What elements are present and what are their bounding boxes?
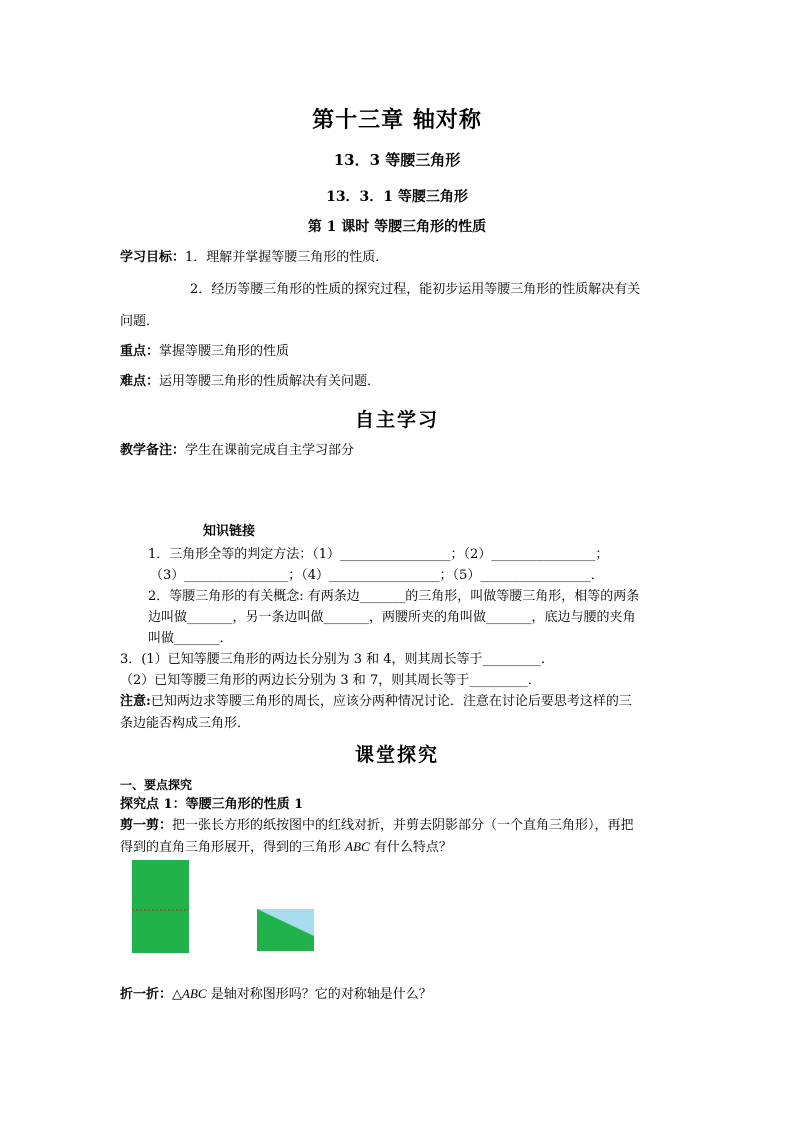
q2-line3: 叫做_______． <box>148 631 233 646</box>
fold-triangle-name: ABC <box>182 986 207 1001</box>
fold-line <box>120 985 432 1004</box>
objective-2: 2．经历等腰三角形的性质的探究过程，能初步运用等腰三角形的性质解决有关 <box>190 282 641 297</box>
paper-cut-figure <box>128 858 328 958</box>
note-text: 已知两边求等腰三角形的周长，应该分两种情况讨论．注意在讨论后要思考这样的三 <box>150 694 632 709</box>
class-explore-title: 课堂探究 <box>354 744 439 766</box>
part1-heading: 一、要点探究 <box>120 778 193 792</box>
lesson-title: 第 1 课时 等腰三角形的性质 <box>307 219 487 235</box>
note-label: 注意: <box>120 694 151 709</box>
subsection-title: 13．3．1 等腰三角形 <box>326 189 468 205</box>
cut-line2 <box>120 838 452 857</box>
green-rectangle <box>132 860 189 953</box>
self-study-title: 自主学习 <box>354 409 439 431</box>
q2-line1: 2．等腰三角形的有关概念: 有两条边_______的三角形，叫做等腰三角形，相等的两条 <box>148 589 640 604</box>
key-point <box>120 343 289 361</box>
triangle-name: ABC <box>345 839 370 854</box>
fold-text: 是轴对称图形吗？它的对称轴是什么？ <box>206 987 432 1002</box>
objectives-label: 学习目标： <box>120 250 186 265</box>
teaching-note <box>120 442 354 460</box>
cut-text: 把一张长方形的纸按图中的红线对折，并剪去阴影部分（一个直角三角形），再把 <box>172 818 634 833</box>
q3-line1: 3．(1）已知等腰三角形的两边长分别为 3 和 4，则其周长等于_________． <box>120 652 555 667</box>
teaching-note-text: 学生在课前完成自主学习部分 <box>185 443 355 458</box>
key-text: 掌握等腰三角形的性质 <box>159 344 290 359</box>
q1-line2: （3）________________；（4）_________________；（5）_________________． <box>150 568 604 583</box>
fold-triangle-symbol: △ <box>172 987 183 1002</box>
q2-line2: 边叫做_______，另一条边叫做_______，两腰所夹的角叫做_______，底边与腰的夹角 <box>148 610 636 625</box>
cut-line2-a: 得到的直角三角形展开，得到的三角形 <box>120 840 346 855</box>
q3-line2: （2）已知等腰三角形的两边长分别为 3 和 7，则其周长等于_________． <box>120 673 541 688</box>
difficulty <box>120 373 380 391</box>
teaching-note-label: 教学备注： <box>120 443 186 458</box>
cut-line1 <box>120 817 634 835</box>
cut-line2-b: 有什么特点？ <box>369 840 452 855</box>
section-title: 13．3 等腰三角形 <box>333 151 461 169</box>
key-label: 重点： <box>120 344 160 359</box>
note-line2: 条边能否构成三角形． <box>120 716 251 731</box>
objectives-line1 <box>120 249 388 267</box>
q1-line1: 1．三角形全等的判定方法：（1）_________________；（2）________________； <box>148 547 609 562</box>
fold-label: 折一折： <box>120 987 173 1002</box>
knowledge-link-heading: 知识链接 <box>203 524 256 539</box>
objective-2-cont: 问题． <box>120 314 160 329</box>
cut-label: 剪一剪： <box>120 818 173 833</box>
difficulty-label: 难点： <box>120 374 160 389</box>
point1-heading: 探究点 1：等腰三角形的性质 1 <box>120 797 304 812</box>
objective-1: 1．理解并掌握等腰三角形的性质． <box>185 250 389 265</box>
chapter-title: 第十三章 轴对称 <box>312 107 482 133</box>
difficulty-text: 运用等腰三角形的性质解决有关问题． <box>159 374 381 389</box>
note-line1 <box>120 693 632 711</box>
